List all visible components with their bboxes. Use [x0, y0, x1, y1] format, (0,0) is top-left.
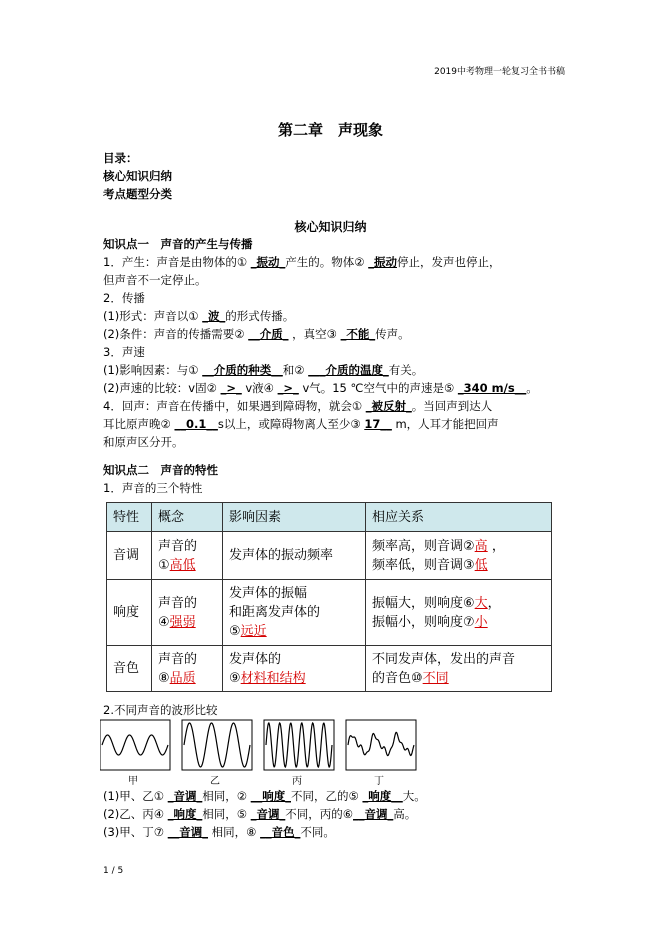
toc-item-1[interactable]: 核心知识归纳 [103, 169, 172, 183]
kp1-line-6: 3．声速 [103, 345, 145, 359]
waveform-bing [264, 720, 334, 770]
table-row [107, 532, 552, 580]
table-row [107, 580, 552, 646]
kp1-line-9: 4．回声：声音在传播中，如果遇到障碍物，就会① _被反射_。当回声到达人 [103, 399, 493, 413]
answer: _音调_ [250, 807, 286, 821]
kp1-line-10: 耳比原声晚② __0.1__s以上，或障碍物离人至少③ 17__ m，人耳才能把回声 [103, 417, 499, 431]
table-cell: 频率高，则音调②高 ， 频率低，则音调③低 [366, 532, 552, 580]
answer: _响度__ [362, 789, 403, 803]
table-cell: 发声体的振幅 和距离发声体的 ⑤远近 [223, 580, 366, 646]
kp1-title: 知识点一 声音的产生与传播 [103, 237, 253, 251]
wave-label-ding: 丁 [374, 776, 384, 787]
toc-label: 目录： [103, 151, 138, 165]
table-row [107, 646, 552, 692]
sound-properties-table [106, 502, 552, 692]
kp1-line-2: 但声音不一定停止。 [103, 273, 207, 287]
answer: __音调_ [167, 825, 209, 839]
table-header-cell: 相应关系 [366, 503, 552, 532]
kp1-line-8: (2)声速的比较：v固② _>_ v液④ _>_ v气。15 ℃空气中的声速是⑤ _340 m/s__。 [103, 381, 538, 395]
kp2-question-3: (3)甲、丁⑦ __音调_ 相同，⑧ __音色_不同。 [103, 825, 335, 839]
answer: _振动 [368, 255, 397, 269]
answer: __介质_ [248, 327, 289, 341]
table-cell: 声音的 ⑧品质 [152, 646, 223, 692]
kp2-line-1: 1．声音的三个特性 [103, 481, 203, 495]
table-cell: 音色 [107, 646, 152, 692]
section-title: 核心知识归纳 [294, 220, 367, 234]
answer: _被反射_ [365, 399, 412, 413]
table-cell: 声音的 ①高低 [152, 532, 223, 580]
wave-label-bing: 丙 [292, 776, 302, 787]
answer: 17__ [364, 417, 392, 431]
waveform-jia [100, 720, 170, 770]
answer: __介质的种类__ [202, 363, 283, 377]
waveform-ding [346, 720, 416, 770]
kp1-line-1: 1．产生：声音是由物体的① _振动_产生的。物体② _振动停止，发声也停止， [103, 255, 501, 269]
table-cell: 发声体的振动频率 [223, 532, 366, 580]
table-cell: 声音的 ④强弱 [152, 580, 223, 646]
kp2-question-1: (1)甲、乙① _音调_相同，② __响度_不同，乙的⑤ _响度__大。 [103, 789, 426, 803]
table-header-cell: 概念 [152, 503, 223, 532]
page-number: 1 / 5 [103, 866, 124, 876]
answer: _>_ [277, 381, 299, 395]
answer: __响度_ [250, 789, 291, 803]
table-header-cell: 特性 [107, 503, 152, 532]
answer: _振动_ [250, 255, 286, 269]
answer: _不能_ [340, 327, 376, 341]
answer: ___介质的温度_ [308, 363, 389, 377]
answer: __音调_ [353, 807, 394, 821]
kp2-line-2: 2.不同声音的波形比较 [103, 703, 218, 717]
table-cell: 音调 [107, 532, 152, 580]
waveform-figure [100, 718, 420, 772]
wave-label-jia: 甲 [128, 776, 138, 787]
chapter-title: 第二章 声现象 [277, 121, 383, 139]
kp1-line-7: (1)影响因素：与① __介质的种类__和② ___介质的温度_有关。 [103, 363, 424, 377]
table-cell: 响度 [107, 580, 152, 646]
waveform-yi [182, 720, 252, 770]
kp1-line-5: (2)条件：声音的传播需要② __介质_ ，真空③ _不能_传声。 [103, 327, 410, 341]
kp1-line-3: 2．传播 [103, 291, 145, 305]
answer: _响度_ [167, 807, 203, 821]
kp1-line-11: 和原声区分开。 [103, 435, 184, 449]
kp1-line-4: (1)形式：声音以① _波_的形式传播。 [103, 309, 295, 323]
table-cell: 发声体的 ⑨材料和结构 [223, 646, 366, 692]
answer: _音调_ [167, 789, 203, 803]
header-note: 2019中考物理一轮复习全书书稿 [434, 67, 565, 77]
answer: __0.1__ [174, 417, 218, 431]
kp2-question-2: (2)乙、丙④ _响度_相同，⑤ _音调_不同，丙的⑥__音调_高。 [103, 807, 417, 821]
answer: __音色_ [260, 825, 301, 839]
table-header-row [107, 503, 552, 532]
kp2-title: 知识点二 声音的特性 [103, 463, 218, 477]
table-header-cell: 影响因素 [223, 503, 366, 532]
answer: _340 m/s__ [457, 381, 527, 395]
table-cell: 振幅大，则响度⑥大， 振幅小，则响度⑦小 [366, 580, 552, 646]
wave-label-yi: 乙 [210, 776, 220, 787]
answer: _波_ [202, 309, 226, 323]
toc-item-2[interactable]: 考点题型分类 [103, 187, 172, 201]
table-cell: 不同发声体，发出的声音 的音色⑩不同 [366, 646, 552, 692]
answer: _>_ [220, 381, 242, 395]
